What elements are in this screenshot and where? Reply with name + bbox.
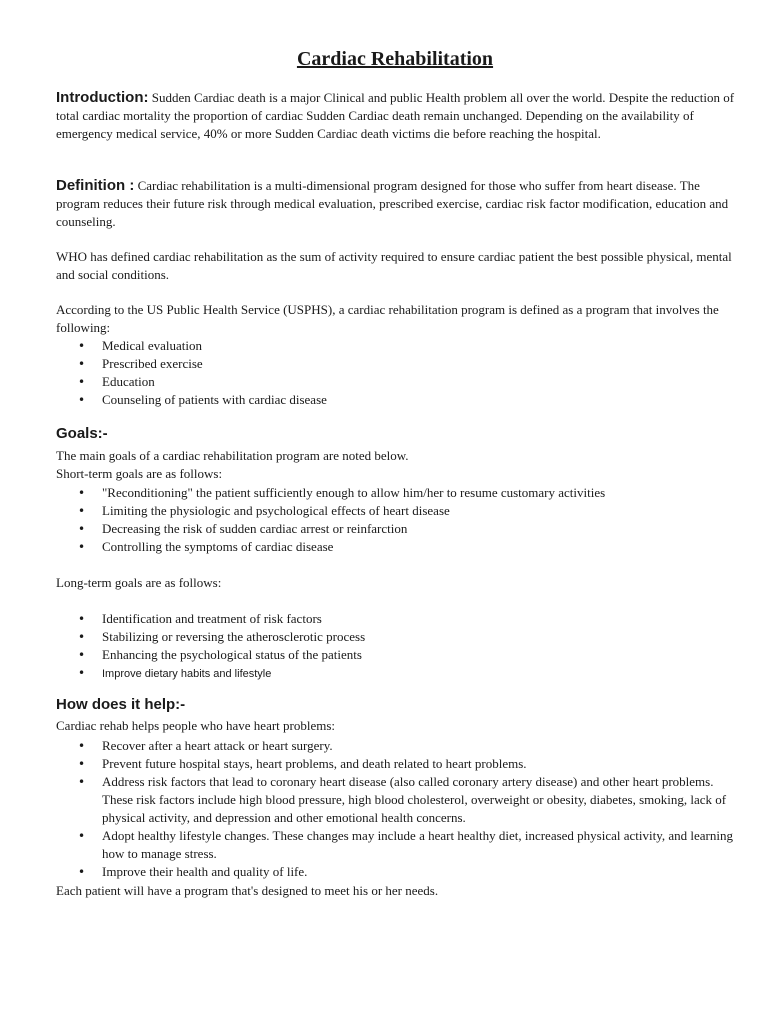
goals-intro: The main goals of a cardiac rehabilitation program are noted below. (56, 448, 409, 463)
definition-heading: Definition : (56, 177, 135, 194)
bullet-icon: • (78, 486, 86, 500)
bullet-icon: • (78, 865, 86, 879)
introduction-heading: Introduction: (56, 89, 149, 106)
usphs-bullet-list (56, 337, 746, 409)
bullet-icon: • (78, 393, 86, 407)
long-term-intro: Long-term goals are as follows: (56, 575, 222, 590)
bullet-icon: • (78, 739, 86, 753)
bullet-icon: • (78, 522, 86, 536)
list-item: • Decreasing the risk of sudden cardiac arrest or reinfarction (78, 521, 408, 536)
list-item: • Improve dietary habits and lifestyle (78, 666, 272, 680)
bullet-icon: • (78, 375, 86, 389)
short-term-goals-list (56, 484, 746, 556)
help-closing: Each patient will have a program that's designed to meet his or her needs. (56, 883, 439, 898)
help-intro: Cardiac rehab helps people who have heart problems: (56, 718, 336, 733)
bullet-icon: • (78, 504, 86, 518)
list-item: • Counseling of patients with cardiac disease (78, 392, 327, 407)
who-definition-paragraph: WHO has defined cardiac rehabilitation as the sum of activity required to ensure cardiac patient the best possible physical, mental and social conditions. (56, 249, 732, 282)
list-item: • Enhancing the psychological status of the patients (78, 647, 362, 662)
document-title: Cardiac Rehabilitation (296, 48, 494, 70)
bullet-icon: • (78, 357, 86, 371)
list-item: • Adopt healthy lifestyle changes. These changes may include a heart healthy diet, increased physical activity, and learning how to manage stress. (78, 828, 733, 861)
list-item: • Improve their health and quality of life. (78, 864, 308, 879)
help-bullet-list (56, 737, 746, 881)
goals-heading: Goals:- (56, 425, 108, 442)
list-item: • Limiting the physiologic and psychological effects of heart disease (78, 503, 450, 518)
bullet-icon: • (78, 540, 86, 554)
list-item: • Stabilizing or reversing the atherosclerotic process (78, 629, 366, 644)
bullet-icon: • (78, 666, 86, 680)
bullet-icon: • (78, 757, 86, 771)
list-item: • "Reconditioning" the patient sufficiently enough to allow him/her to resume customary activities (78, 485, 606, 500)
list-item: • Medical evaluation (78, 338, 202, 353)
introduction-paragraph (56, 89, 746, 143)
bullet-icon: • (78, 612, 86, 626)
bullet-icon: • (78, 630, 86, 644)
how-does-it-help-heading: How does it help:- (56, 696, 186, 713)
list-item: • Recover after a heart attack or heart surgery. (78, 738, 333, 753)
list-item: • Controlling the symptoms of cardiac disease (78, 539, 334, 554)
bullet-icon: • (78, 648, 86, 662)
definition-paragraph (56, 177, 746, 231)
definition-text: Cardiac rehabilitation is a multi-dimensional program designed for those who suffer from heart disease. The program reduces their future risk through medical evaluation, prescribed exercise, cardiac risk factor modification, education and counseling. (56, 178, 729, 229)
list-item: • Address risk factors that lead to coronary heart disease (also called coronary artery disease) and other heart problems. These risk factors include high blood pressure, high blood cholesterol, overweight or obesity, diabetes, smoking, lack of physical activity, and depression and other emotional health concerns. (78, 774, 727, 825)
bullet-icon: • (78, 775, 86, 789)
bullet-icon: • (78, 339, 86, 353)
list-item: • Identification and treatment of risk factors (78, 611, 322, 626)
list-item: • Education (78, 374, 155, 389)
bullet-icon: • (78, 829, 86, 843)
introduction-text: Sudden Cardiac death is a major Clinical and public Health problem all over the world. Despite the reduction of total cardiac mortality the proportion of cardiac Sudden Cardiac death remain unchanged. Depending on the availability of emergency medical service, 40% or more Sudden Cardiac death victims die before reaching the hospital. (56, 90, 735, 141)
list-item: • Prevent future hospital stays, heart problems, and death related to heart problems. (78, 756, 527, 771)
short-term-intro: Short-term goals are as follows: (56, 466, 223, 481)
usphs-definition-paragraph: According to the US Public Health Service (USPHS), a cardiac rehabilitation program is defined as a program that involves the following: (56, 302, 719, 335)
list-item: • Prescribed exercise (78, 356, 203, 371)
long-term-goals-list (56, 610, 746, 683)
